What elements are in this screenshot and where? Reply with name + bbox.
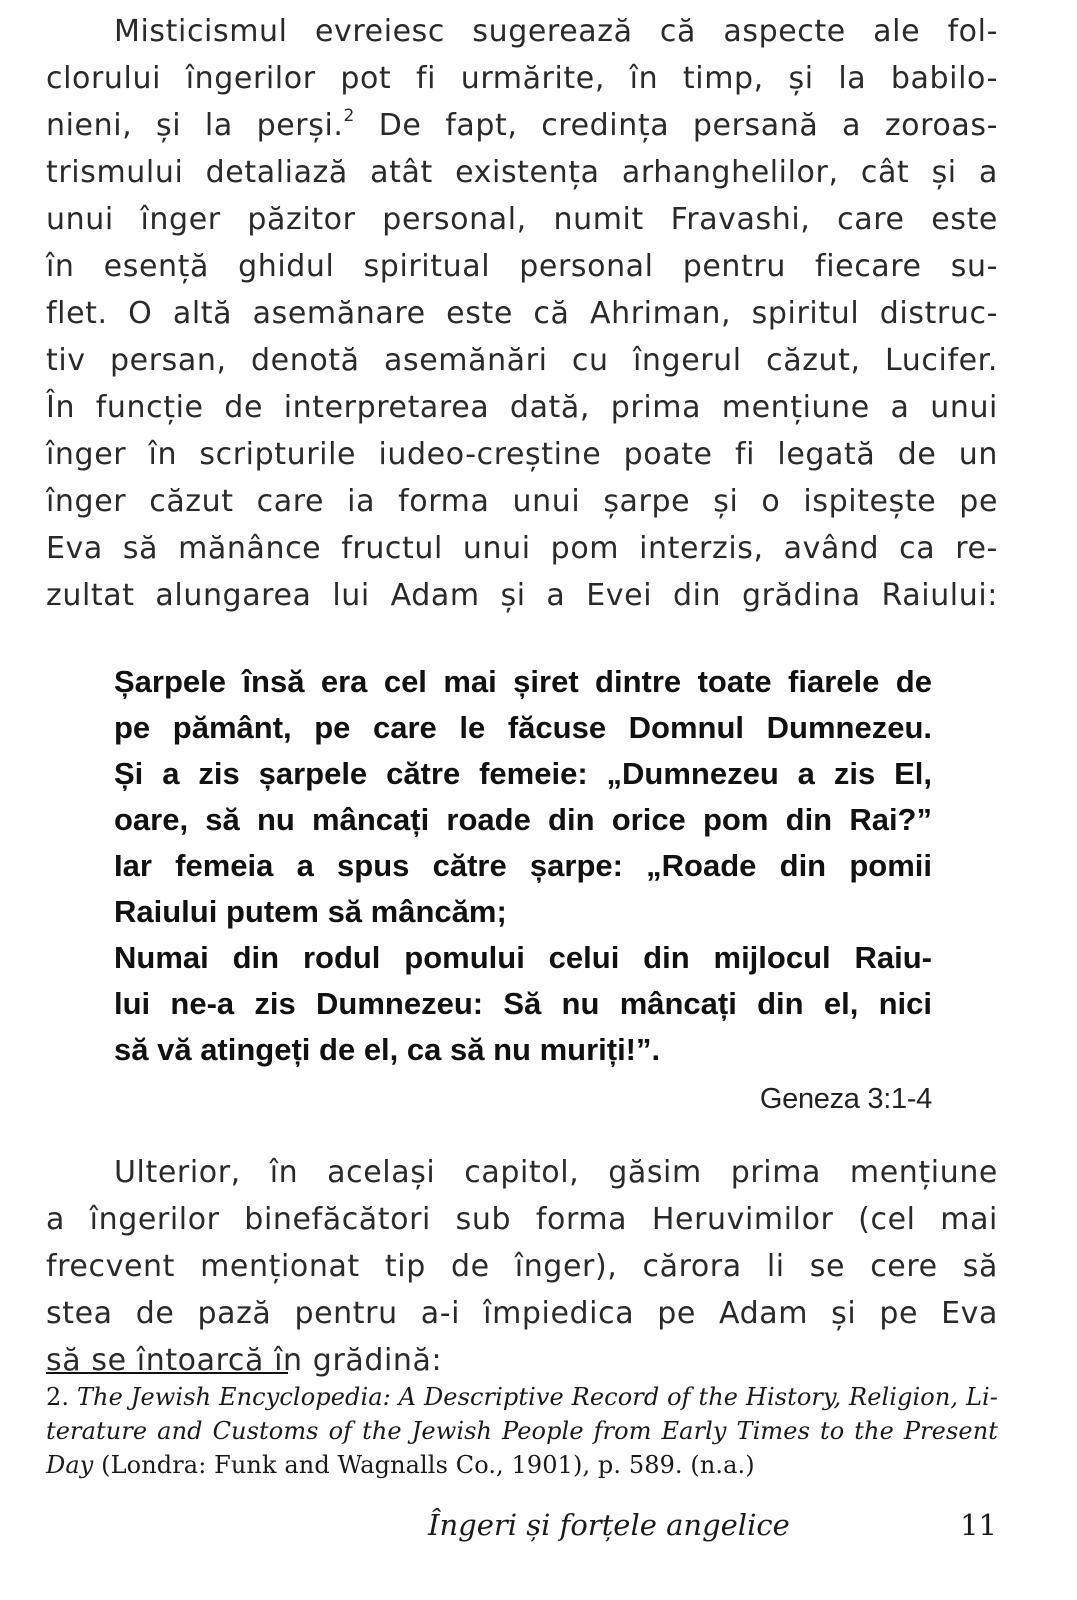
page-body <box>46 8 998 1384</box>
text-line: unui înger păzitor personal, numit Fravashi, care este <box>46 202 998 237</box>
quote-line: Și a zis șarpele către femeie: „Dumnezeu a zis El, <box>114 756 932 791</box>
quote-source: Geneza 3:1-4 <box>759 1083 932 1115</box>
text-line: stea de pază pentru a-i împiedica pe Adam și pe Eva <box>46 1296 998 1331</box>
page-number: 11 <box>960 1508 997 1542</box>
text-line: frecvent menționat tip de înger), cărora li se cere să <box>46 1249 998 1284</box>
text-line: flet. O altă asemănare este că Ahriman, spiritul distruc- <box>46 296 998 331</box>
footnote-title: terature and Customs of the Jewish People from Early Times to the Present <box>46 1417 998 1445</box>
text-line <box>46 102 998 149</box>
text-fragment: nieni, și la perși. <box>46 108 344 143</box>
text-line: în esență ghidul spiritual personal pentru fiecare su- <box>46 249 998 284</box>
paragraph-1 <box>46 8 998 619</box>
footnote-divider <box>46 1372 288 1374</box>
footnote-ref[interactable]: 2 <box>343 106 355 126</box>
quote-line: Șarpele însă era cel mai șiret dintre toate fiarele de <box>114 664 932 699</box>
footnote <box>46 1380 998 1482</box>
text-line: În funcție de interpretarea dată, prima mențiune a unui <box>46 390 998 425</box>
bible-quote <box>114 659 932 1073</box>
footnote-line <box>46 1380 998 1414</box>
text-line: a îngerilor binefăcători sub forma Heruvimilor (cel mai <box>46 1202 998 1237</box>
footnote-number: 2. <box>46 1383 70 1411</box>
text-fragment: De fapt, credința persană a zoroas- <box>354 108 998 143</box>
text-line: Misticismul evreiesc sugerează că aspecte ale fol- <box>114 14 998 49</box>
footnote-title: Day <box>46 1451 94 1479</box>
text-line: tiv persan, denotă asemănări cu îngerul căzut, Lucifer. <box>46 343 998 378</box>
footnote-line <box>46 1414 998 1448</box>
quote-line: Numai din rodul pomului celui din mijlocul Raiu- <box>114 940 932 975</box>
running-footer <box>0 1504 1077 1554</box>
text-line: clorului îngerilor pot fi urmărite, în timp, și la babilo- <box>46 61 998 96</box>
footnote-title: The Jewish Encyclopedia: A Descriptive Record of the History, Religion, Li- <box>76 1383 998 1411</box>
quote-line: Iar femeia a spus către șarpe: „Roade din pomii <box>114 848 932 883</box>
quote-line: lui ne-a zis Dumnezeu: Să nu mâncați din el, nici <box>114 986 932 1021</box>
footnote-citation: (Londra: Funk and Wagnalls Co., 1901), p. 589. (n.a.) <box>93 1451 755 1479</box>
text-line: trismului detaliază atât existența arhanghelilor, cât și a <box>46 155 998 190</box>
quote-line: oare, să nu mâncați roade din orice pom din Rai?” <box>114 802 932 837</box>
quote-line: Raiului putem să mâncăm; <box>114 894 507 929</box>
quote-line: pe pământ, pe care le făcuse Domnul Dumnezeu. <box>114 710 932 745</box>
text-line: să se întoarcă în grădină: <box>46 1343 443 1378</box>
text-line: Eva să mănânce fructul unui pom interzis, având ca re- <box>46 531 998 566</box>
text-line: înger în scripturile iudeo-creștine poate fi legată de un <box>46 437 998 472</box>
paragraph-2 <box>46 1149 998 1384</box>
footnote-line <box>46 1448 998 1482</box>
text-line: înger căzut care ia forma unui șarpe și o ispitește pe <box>46 484 998 519</box>
book-title: Îngeri și forțele angelice <box>428 1508 790 1542</box>
text-line: zultat alungarea lui Adam și a Evei din grădina Raiului: <box>46 578 998 613</box>
quote-line: să vă atingeți de el, ca să nu muriți!”. <box>114 1032 661 1067</box>
text-line: Ulterior, în același capitol, găsim prima mențiune <box>114 1155 998 1190</box>
